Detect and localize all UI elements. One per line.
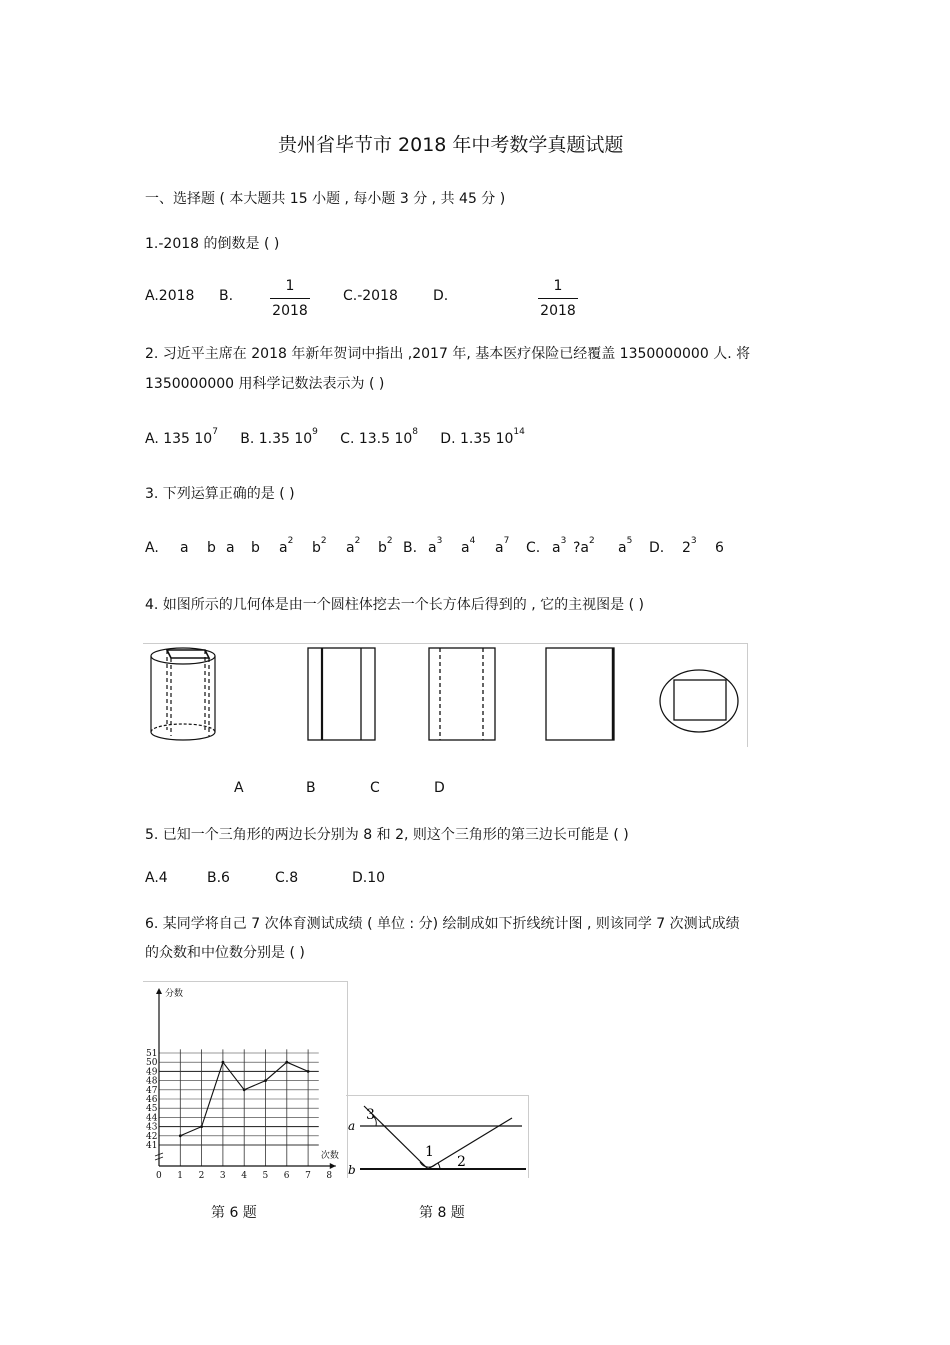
y-axis-label: 分数	[165, 989, 184, 999]
q5-stem: 5. 已知一个三角形的两边长分别为 8 和 2, 则这个三角形的第三边长可能是 ( )	[145, 827, 629, 843]
q1-stem: 1.-2018 的倒数是 ( )	[145, 236, 280, 252]
data-point	[307, 1070, 310, 1073]
fraction-denominator: 2018	[540, 303, 576, 319]
q3-token: C.	[526, 540, 541, 556]
q2-option-d: D. 1.35 $10^{14}$	[440, 427, 525, 447]
q3-token: $a^5$	[618, 536, 633, 556]
q3-token: $a^3$	[428, 536, 443, 556]
q3-token: $?a^2$	[573, 536, 595, 556]
q8-figure	[346, 1095, 529, 1178]
option-d-top-view	[660, 670, 738, 732]
q1-option-b-fraction	[270, 278, 310, 319]
data-point	[285, 1061, 288, 1064]
q6-stem-line1: 6. 某同学将自己 7 次体育测试成绩 ( 单位 : 分) 绘制成如下折线统计图 , 则该同学 7 次测试成绩	[145, 916, 740, 932]
data-point	[243, 1088, 246, 1091]
x-tick-label: 2	[198, 1171, 205, 1178]
q4-figures-svg	[143, 644, 747, 747]
cylinder-solid-figure	[151, 648, 215, 740]
fraction-bar	[538, 298, 578, 299]
q3-token: $a^3$	[552, 536, 567, 556]
y-tick-label: 47	[146, 1085, 158, 1096]
data-point	[200, 1125, 203, 1128]
line-b-label: b	[348, 1163, 356, 1177]
q2-option-a: A. 135 $10^7$	[145, 427, 218, 447]
option-b-front-view	[429, 648, 495, 740]
q6-chart-svg	[143, 982, 347, 1178]
q4-label-d: D	[434, 780, 445, 796]
data-point	[222, 1061, 225, 1064]
q2-option-b: B. 1.35 $10^9$	[240, 427, 318, 447]
q3-stem: 3. 下列运算正确的是 ( )	[145, 486, 295, 502]
q2-stem-line1: 2. 习近平主席在 2018 年新年贺词中指出 ,2017 年, 基本医疗保险已经覆盖 1350000000 人. 将	[145, 346, 751, 362]
q2-options	[145, 427, 525, 447]
q3-token: $b^2$	[378, 536, 393, 556]
q1-option-b: B.	[219, 288, 234, 304]
x-tick-label: 4	[241, 1171, 247, 1178]
q3-token: $2^3$	[682, 536, 697, 556]
q3-token: $a^7$	[495, 536, 510, 556]
x-tick-label: 6	[283, 1171, 290, 1178]
q6-stem-line2: 的众数和中位数分别是 ( )	[145, 945, 305, 961]
q3-token: D.	[649, 540, 665, 556]
y-tick-label: 42	[146, 1131, 158, 1142]
q2-stem-line2: 1350000000 用科学记数法表示为 ( )	[145, 376, 385, 392]
y-tick-label: 51	[146, 1049, 158, 1059]
x-tick-label: 8	[326, 1171, 333, 1178]
q3-token: $a^2$	[346, 536, 361, 556]
fig6-caption: 第 6 题	[211, 1205, 257, 1221]
y-tick-label: 44	[146, 1113, 158, 1124]
y-tick-label: 49	[146, 1067, 158, 1078]
x-tick-label: 1	[177, 1171, 184, 1178]
x-tick-label: 7	[305, 1171, 311, 1178]
fraction-numerator: 1	[285, 278, 295, 294]
line-a-label: a	[348, 1119, 356, 1133]
q3-token: $a^2$	[279, 536, 294, 556]
q3-token: b	[251, 540, 260, 556]
section-heading: 一、选择题 ( 本大题共 15 小题 , 每小题 3 分 , 共 45 分 )	[145, 191, 506, 207]
y-axis-arrow	[156, 988, 162, 994]
y-tick-label: 50	[146, 1058, 158, 1069]
q4-label-c: C	[370, 780, 380, 796]
q6-line-chart	[143, 981, 348, 1178]
fraction-bar	[270, 298, 310, 299]
x-axis-label: 次数	[320, 1151, 339, 1161]
angle1-label: 1	[425, 1144, 434, 1160]
q5-option-c: C.8	[275, 870, 299, 886]
q2-option-c: C. 13.5 $10^8$	[340, 427, 419, 447]
q3-token: $b^2$	[312, 536, 327, 556]
y-tick-label: 48	[146, 1076, 158, 1087]
y-tick-label: 43	[146, 1122, 158, 1133]
q4-stem: 4. 如图所示的几何体是由一个圆柱体挖去一个长方体后得到的 , 它的主视图是 ( )	[145, 597, 644, 613]
q3-token: A.	[145, 540, 159, 556]
x-tick-label: 0	[156, 1171, 162, 1178]
y-tick-label: 41	[146, 1141, 158, 1151]
q4-label-b: B	[306, 780, 316, 796]
x-tick-label: 3	[219, 1171, 226, 1178]
q3-token: a	[180, 540, 189, 556]
q3-token: b	[207, 540, 216, 556]
angle2-label: 2	[457, 1154, 466, 1170]
q3-token: $a^4$	[461, 536, 476, 556]
q4-label-a: A	[234, 780, 244, 796]
q5-option-d: D.10	[352, 870, 386, 886]
fraction-numerator: 1	[553, 278, 563, 294]
y-tick-label: 45	[146, 1104, 158, 1115]
q5-option-a: A.4	[145, 870, 168, 886]
q8-figure-svg	[346, 1096, 528, 1178]
data-point	[264, 1079, 267, 1082]
q5-option-b: B.6	[207, 870, 230, 886]
q1-option-c: C.-2018	[343, 288, 398, 304]
q4-figure-row	[143, 643, 748, 747]
fig8-caption: 第 8 题	[419, 1205, 465, 1221]
q3-token: a	[226, 540, 235, 556]
q1-option-d: D.	[433, 288, 449, 304]
page-title: 贵州省毕节市 2018 年中考数学真题试题	[278, 134, 624, 156]
option-c-front-view	[546, 648, 614, 740]
angle3-label: 3	[366, 1107, 375, 1123]
fraction-denominator: 2018	[272, 303, 308, 319]
q3-token: 6	[715, 540, 724, 556]
data-point	[179, 1134, 182, 1137]
q1-option-d-fraction	[538, 278, 578, 319]
q1-option-a: A.2018	[145, 288, 195, 304]
q3-token: B.	[403, 540, 418, 556]
x-tick-label: 5	[262, 1171, 269, 1178]
option-a-front-view	[308, 648, 375, 740]
y-tick-label: 46	[146, 1095, 158, 1105]
x-axis-arrow	[330, 1163, 336, 1169]
